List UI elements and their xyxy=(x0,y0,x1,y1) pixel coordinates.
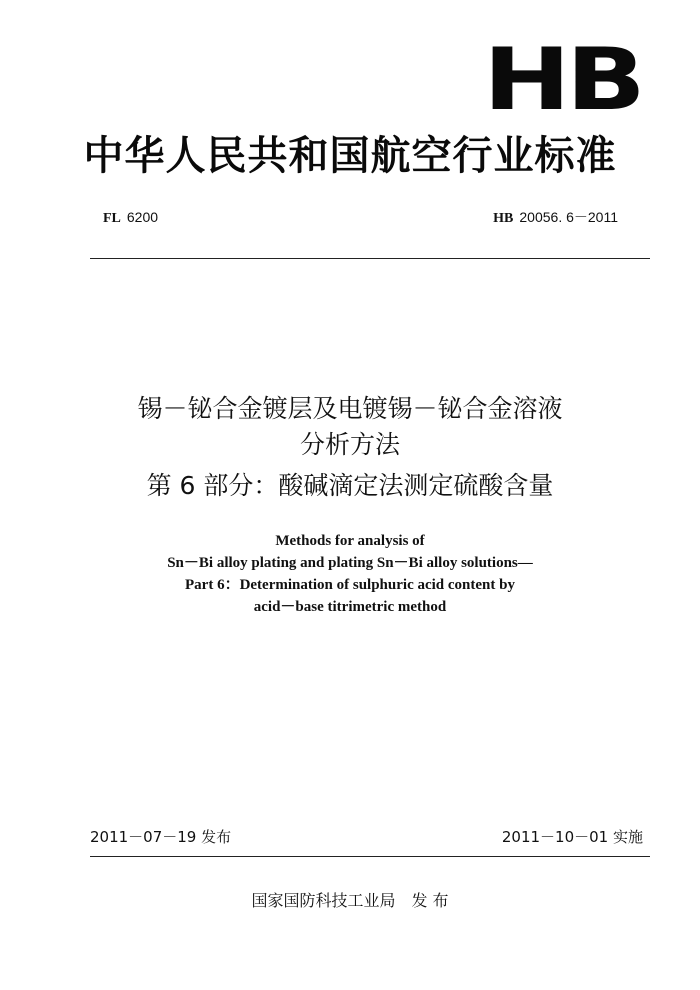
chinese-title-line-3: 第 6 部分：酸碱滴定法测定硫酸含量 xyxy=(146,471,554,500)
issuing-authority: 国家国防科技工业局 发 布 xyxy=(251,891,449,910)
standard-number-value: 20056. 6－2011 xyxy=(519,209,618,225)
english-title-line-3: Part 6：Determination of sulphuric acid content by xyxy=(185,577,515,593)
standard-prefix: HB xyxy=(493,211,514,226)
english-title-line-2: Sn－Bi alloy plating and plating Sn－Bi alloy solutions— xyxy=(167,555,533,571)
issue-date: 2011－07－19 发布 xyxy=(90,828,232,846)
bottom-divider xyxy=(90,856,650,857)
top-divider xyxy=(90,258,650,259)
hb-logo: HB xyxy=(483,30,642,130)
classification-prefix: FL xyxy=(103,211,121,226)
chinese-title-line-2: 分析方法 xyxy=(299,430,400,459)
organization-title: 中华人民共和国航空行业标准 xyxy=(83,133,617,179)
standard-number xyxy=(493,207,618,229)
classification-number: 6200 xyxy=(126,209,159,225)
english-title-line-1: Methods for analysis of xyxy=(275,533,425,549)
english-title-line-4: acid－base titrimetric method xyxy=(253,599,447,615)
implementation-date: 2011－10－01 实施 xyxy=(501,828,643,846)
classification-code xyxy=(103,207,158,229)
chinese-title-line-1: 锡－铋合金镀层及电镀锡－铋合金溶液 xyxy=(137,394,563,423)
